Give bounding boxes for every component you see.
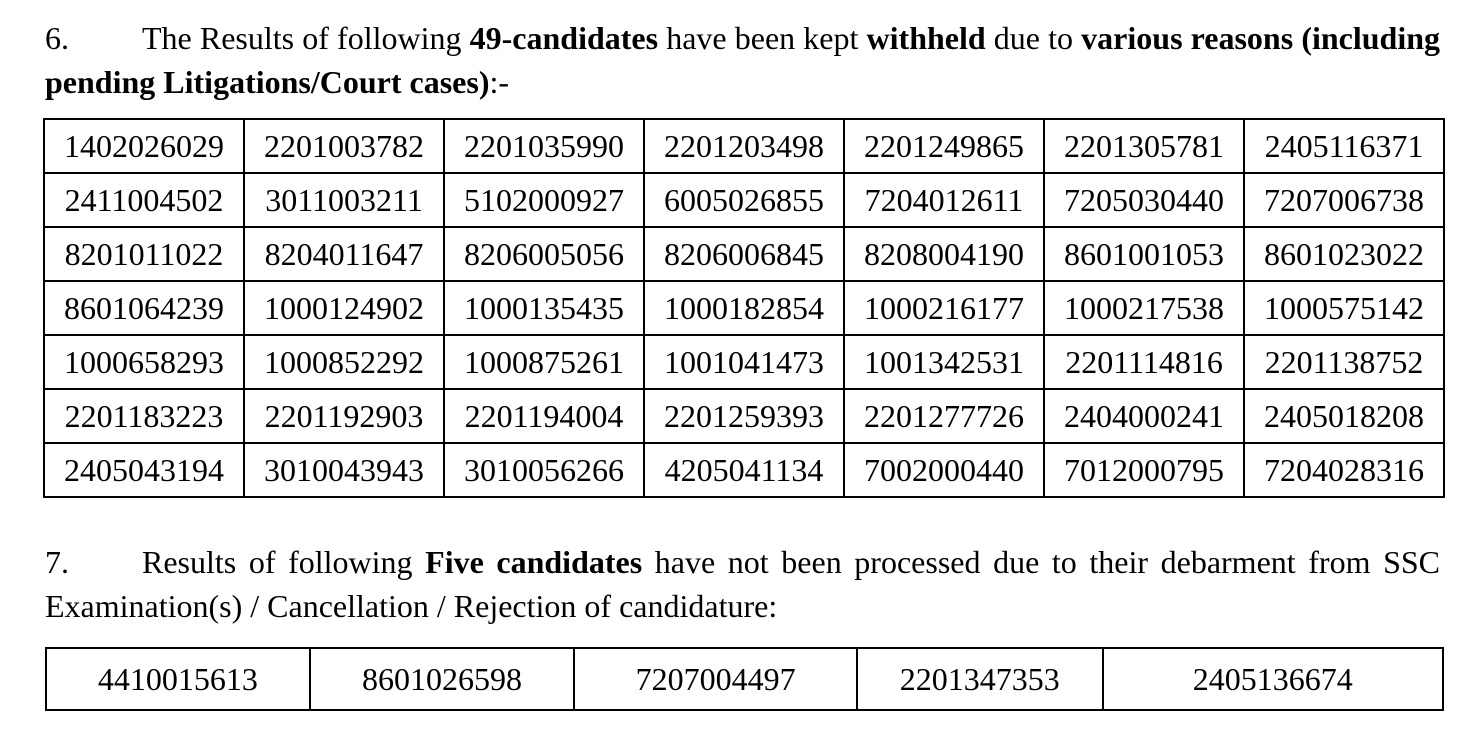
roll-number-cell: 7205030440 (1044, 173, 1244, 227)
roll-number-cell: 2405136674 (1103, 648, 1443, 710)
section-6-bold-withheld: withheld (866, 20, 986, 56)
roll-number-cell: 8206006845 (644, 227, 844, 281)
roll-number-cell: 2201138752 (1244, 335, 1444, 389)
roll-number-cell: 3010043943 (244, 443, 444, 497)
roll-number-cell: 2405018208 (1244, 389, 1444, 443)
section-6-bold-count: 49-candidates (469, 20, 659, 56)
roll-number-cell: 2201203498 (644, 119, 844, 173)
table-row (44, 335, 1444, 389)
roll-number-cell: 1000217538 (1044, 281, 1244, 335)
roll-number-cell: 2201192903 (244, 389, 444, 443)
roll-number-cell: 7207006738 (1244, 173, 1444, 227)
table-row (44, 443, 1444, 497)
roll-number-cell: 1001041473 (644, 335, 844, 389)
roll-number-cell: 1000124902 (244, 281, 444, 335)
roll-number-cell: 7207004497 (574, 648, 857, 710)
table-row (44, 389, 1444, 443)
roll-number-cell: 8601023022 (1244, 227, 1444, 281)
roll-number-cell: 1402026029 (44, 119, 244, 173)
roll-number-cell: 2201194004 (444, 389, 644, 443)
roll-number-cell: 1000182854 (644, 281, 844, 335)
roll-number-cell: 7204028316 (1244, 443, 1444, 497)
table-row (44, 173, 1444, 227)
roll-number-cell: 1001342531 (844, 335, 1044, 389)
roll-number-cell: 7012000795 (1044, 443, 1244, 497)
roll-number-cell: 2405043194 (44, 443, 244, 497)
section-6-text: have been kept (658, 20, 867, 56)
roll-number-cell: 2201114816 (1044, 335, 1244, 389)
roll-number-cell: 2201249865 (844, 119, 1044, 173)
roll-number-cell: 2201003782 (244, 119, 444, 173)
roll-number-cell: 1000852292 (244, 335, 444, 389)
roll-number-cell: 1000658293 (44, 335, 244, 389)
roll-number-cell: 1000135435 (444, 281, 644, 335)
roll-number-cell: 7002000440 (844, 443, 1044, 497)
roll-number-cell: 2201259393 (644, 389, 844, 443)
section-6-bold-reasons: various reasons (including pending Litigations/Court cases) (45, 20, 1441, 100)
roll-number-cell: 2201305781 (1044, 119, 1244, 173)
roll-number-cell: 3010056266 (444, 443, 644, 497)
section-7-bold-count: Five candidates (425, 544, 643, 580)
table-row (44, 281, 1444, 335)
roll-number-cell: 5102000927 (444, 173, 644, 227)
debarred-candidates-table (45, 647, 1444, 711)
roll-number-cell: 8204011647 (244, 227, 444, 281)
section-6-text: :- (489, 64, 510, 100)
roll-number-cell: 2201183223 (44, 389, 244, 443)
roll-number-cell: 1000875261 (444, 335, 644, 389)
roll-number-cell: 8601026598 (310, 648, 575, 710)
section-7-paragraph (45, 540, 1440, 628)
roll-number-cell: 7204012611 (844, 173, 1044, 227)
section-7-number: 7. (45, 544, 69, 580)
roll-number-cell: 8601001053 (1044, 227, 1244, 281)
table-row (44, 227, 1444, 281)
roll-number-cell: 2201347353 (857, 648, 1103, 710)
roll-number-cell: 8208004190 (844, 227, 1044, 281)
roll-number-cell: 4205041134 (644, 443, 844, 497)
roll-number-cell: 2201277726 (844, 389, 1044, 443)
roll-number-cell: 2405116371 (1244, 119, 1444, 173)
roll-number-cell: 2404000241 (1044, 389, 1244, 443)
withheld-candidates-table (43, 118, 1445, 498)
section-6-text: due to (985, 20, 1082, 56)
section-6-text: The Results of following (142, 20, 470, 56)
roll-number-cell: 6005026855 (644, 173, 844, 227)
roll-number-cell: 1000575142 (1244, 281, 1444, 335)
roll-number-cell: 2201035990 (444, 119, 644, 173)
section-7-text: have not been processed due to their debarment from SSC Examination(s) / Cancellation / Rejection of candidature: (45, 544, 1441, 624)
roll-number-cell: 2411004502 (44, 173, 244, 227)
table-row (44, 119, 1444, 173)
section-6-number: 6. (45, 20, 69, 56)
roll-number-cell: 8206005056 (444, 227, 644, 281)
roll-number-cell: 8201011022 (44, 227, 244, 281)
roll-number-cell: 1000216177 (844, 281, 1044, 335)
section-7-text: Results of following (142, 544, 426, 580)
roll-number-cell: 3011003211 (244, 173, 444, 227)
table-row (46, 648, 1443, 710)
roll-number-cell: 4410015613 (46, 648, 310, 710)
section-6-paragraph (45, 16, 1440, 104)
roll-number-cell: 8601064239 (44, 281, 244, 335)
